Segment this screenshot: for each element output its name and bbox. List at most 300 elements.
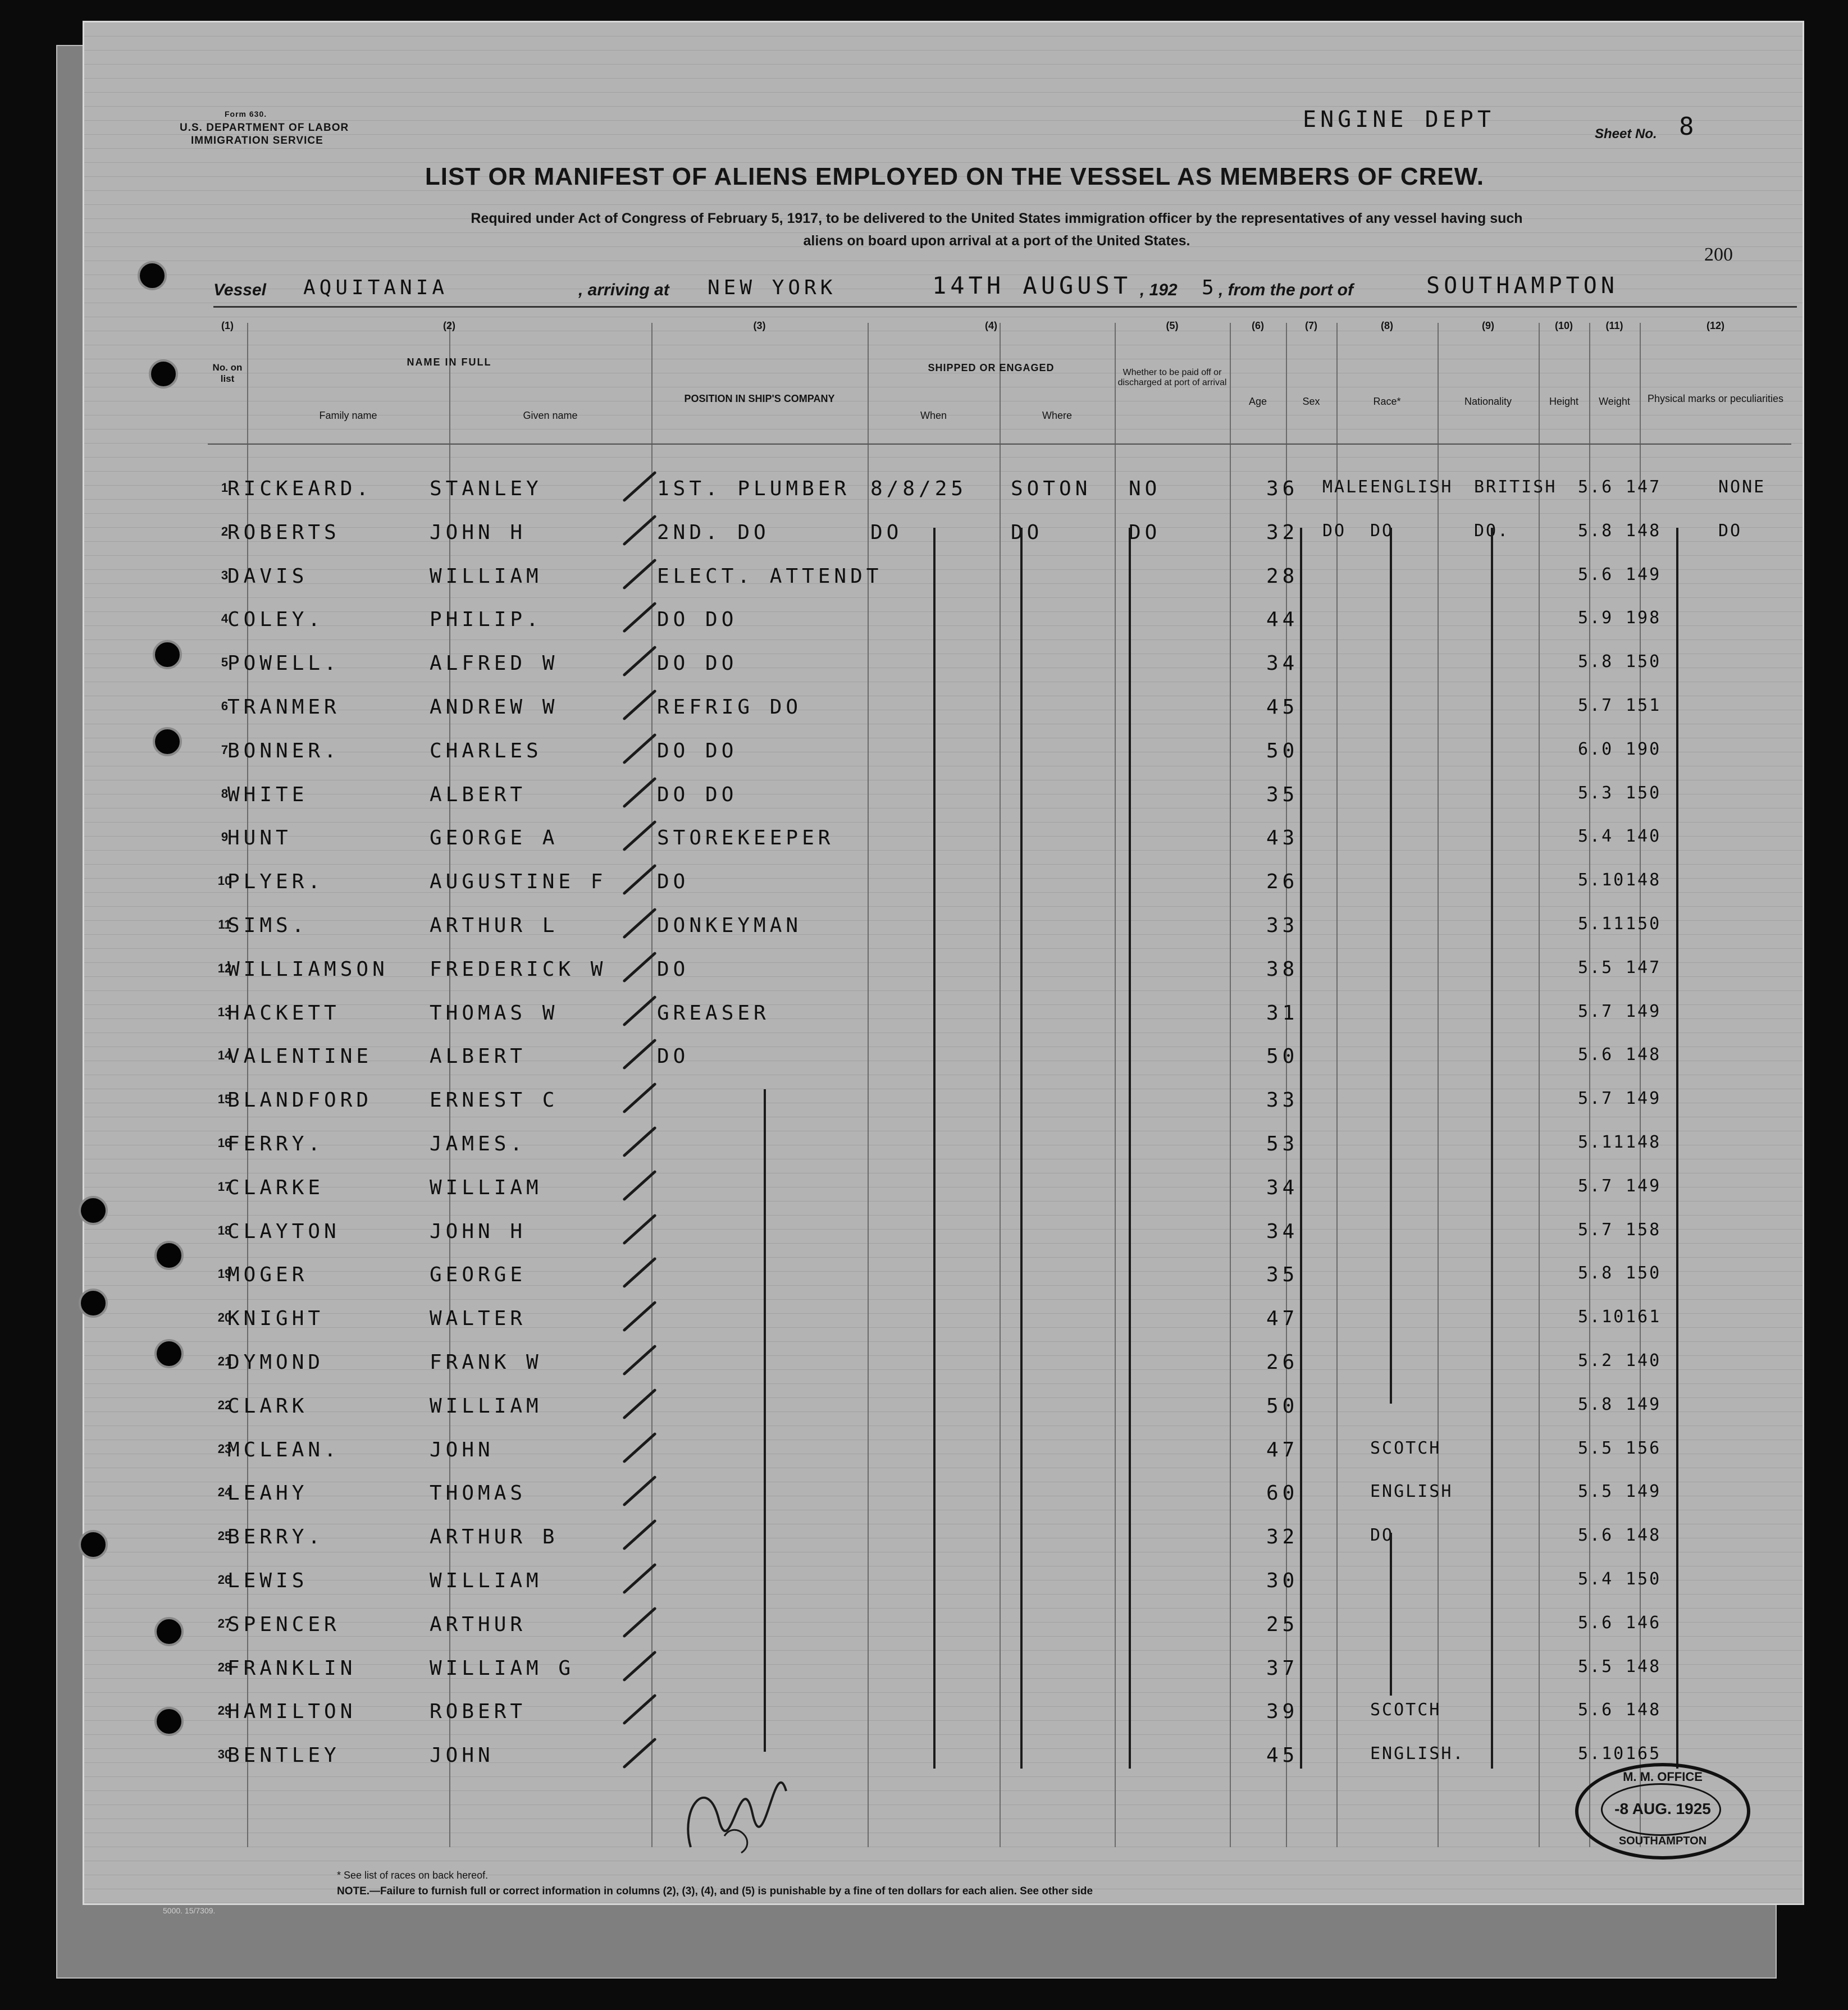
ditto-line	[764, 1089, 766, 1752]
cell-position: REFRIG DO	[657, 696, 802, 719]
cell-position: DO	[657, 957, 690, 981]
cell-weight: 148	[1626, 1525, 1662, 1546]
crew-row	[208, 1165, 1791, 1208]
cell-given: PHILIP.	[430, 608, 542, 632]
cell-family: BERRY.	[227, 1525, 325, 1549]
cell-position: DONKEYMAN	[657, 914, 802, 937]
cell-given: ALBERT	[430, 783, 527, 806]
races-footnote: * See list of races on back hereof.	[337, 1870, 489, 1881]
cell-weight: 148	[1626, 520, 1662, 541]
cell-height: 5.4	[1578, 1569, 1614, 1589]
cell-height: 5.5	[1578, 1438, 1614, 1458]
cell-height: 5.2	[1578, 1351, 1614, 1371]
check-mark	[622, 1170, 656, 1201]
col4-number: (4)	[985, 320, 997, 331]
office-stamp	[1575, 1763, 1750, 1860]
cell-family: LEAHY	[227, 1482, 308, 1505]
cell-weight: 149	[1626, 1482, 1662, 1502]
cell-family: MCLEAN.	[227, 1438, 340, 1461]
cell-height: 6.0	[1578, 739, 1614, 759]
cell-height: 5.8	[1578, 1263, 1614, 1283]
col9-header: Nationality	[1464, 396, 1512, 407]
crew-row	[208, 903, 1791, 945]
check-mark	[622, 995, 656, 1026]
check-mark	[622, 1301, 656, 1332]
check-mark	[622, 1475, 656, 1507]
check-mark	[622, 1650, 656, 1682]
cell-family: CLARK	[227, 1394, 308, 1418]
punch-hole	[154, 1707, 184, 1736]
col7-number: (7)	[1305, 320, 1317, 331]
cell-where: DO	[1011, 520, 1043, 544]
cell-no: 21	[217, 1354, 232, 1368]
cell-height: 5.8	[1578, 652, 1614, 672]
crew-row	[208, 466, 1791, 509]
from-port-label: , from the port of	[1219, 281, 1353, 299]
cell-height: 5.6	[1578, 1525, 1614, 1546]
cell-family: DAVIS	[227, 564, 308, 588]
col12-number: (12)	[1706, 320, 1724, 331]
cell-family: VALENTINE	[227, 1045, 373, 1068]
cell-family: WILLIAMSON	[227, 957, 389, 981]
vessel-underline	[213, 306, 1797, 308]
cell-height: 5.6	[1578, 1045, 1614, 1065]
cell-no: 11	[218, 917, 231, 931]
cell-given: WILLIAM	[430, 564, 542, 588]
cell-position: DO DO	[657, 783, 738, 806]
cell-no: 19	[217, 1267, 232, 1281]
arriving-port: NEW YORK	[708, 276, 837, 299]
handwritten-signature	[657, 1707, 803, 1858]
cell-age: 33	[1266, 914, 1299, 937]
col5-header: Whether to be paid off or discharged at port of arrival	[1117, 368, 1227, 387]
cell-family: COLEY.	[227, 608, 325, 632]
subtitle-line-2: aliens on board upon arrival at a port of the United States.	[803, 233, 1190, 249]
cell-age: 43	[1266, 826, 1299, 850]
crew-row	[208, 1077, 1791, 1120]
cell-position: GREASER	[657, 1001, 770, 1025]
cell-height: 5.10	[1578, 1744, 1626, 1764]
dept-note: ENGINE DEPT	[1303, 107, 1495, 133]
cell-age: 28	[1266, 564, 1299, 588]
check-mark	[622, 646, 656, 677]
cell-given: WILLIAM	[430, 1176, 542, 1199]
cell-paid-off: NO	[1129, 477, 1161, 500]
cell-weight: 150	[1626, 652, 1662, 672]
cell-race: ENGLISH	[1370, 477, 1453, 497]
cell-marks: DO	[1718, 520, 1742, 541]
check-mark	[622, 951, 656, 983]
cell-weight: 149	[1626, 1001, 1662, 1021]
cell-no: 12	[217, 961, 232, 975]
crew-row	[208, 1296, 1791, 1339]
crew-row	[208, 554, 1791, 596]
crew-row	[208, 1558, 1791, 1601]
cell-height: 5.6	[1578, 564, 1614, 584]
cell-no: 24	[217, 1485, 232, 1500]
check-mark	[622, 864, 656, 896]
crew-row	[208, 859, 1791, 902]
crew-row	[208, 815, 1791, 858]
cell-height: 5.10	[1578, 1307, 1626, 1327]
crew-row	[208, 1602, 1791, 1644]
cell-paid-off: DO	[1129, 520, 1161, 544]
cell-family: HAMILTON	[227, 1700, 357, 1724]
cell-given: WILLIAM G	[430, 1656, 575, 1680]
cell-position: ELECT. ATTENDT	[657, 564, 883, 588]
crew-row	[208, 728, 1791, 771]
cell-family: BENTLEY	[227, 1744, 340, 1767]
cell-age: 33	[1266, 1089, 1299, 1112]
vessel-name: AQUITANIA	[303, 276, 449, 299]
cell-given: CHARLES	[430, 739, 542, 762]
cell-weight: 150	[1626, 1569, 1662, 1589]
cell-no: 3	[221, 568, 229, 582]
cell-given: ARTHUR L	[430, 914, 559, 937]
col1-header: No. on list	[212, 362, 243, 384]
cell-age: 45	[1266, 696, 1299, 719]
crew-row	[208, 1733, 1791, 1775]
sheet-label: Sheet No.	[1595, 126, 1657, 141]
cell-no: 7	[221, 742, 229, 757]
check-mark	[622, 602, 656, 633]
cell-no: 13	[217, 1004, 232, 1019]
cell-family: CLARKE	[227, 1176, 325, 1199]
page-number: 200	[1704, 244, 1733, 265]
cell-given: THOMAS W	[430, 1001, 559, 1025]
cell-height: 5.9	[1578, 608, 1614, 628]
cell-family: ROBERTS	[227, 520, 340, 544]
cell-race: SCOTCH	[1370, 1438, 1441, 1458]
col8-header: Race*	[1373, 396, 1401, 407]
cell-age: 32	[1266, 1525, 1299, 1549]
cell-family: SPENCER	[227, 1612, 340, 1636]
cell-height: 5.6	[1578, 1612, 1614, 1633]
col3-number: (3)	[753, 320, 766, 331]
stamp-top-text: M. M. OFFICE	[1623, 1770, 1703, 1784]
crew-row	[208, 1034, 1791, 1076]
cell-when: 8/8/25	[870, 477, 968, 500]
cell-race: ENGLISH	[1370, 1482, 1453, 1502]
cell-family: LEWIS	[227, 1569, 308, 1592]
cell-height: 5.7	[1578, 1219, 1614, 1240]
year-label: , 192	[1140, 281, 1178, 299]
cell-weight: 156	[1626, 1438, 1662, 1458]
cell-position: DO	[657, 1045, 690, 1068]
cell-no: 18	[217, 1223, 232, 1237]
cell-age: 34	[1266, 1219, 1299, 1243]
cell-sex: DO	[1322, 520, 1347, 541]
punch-hole	[154, 1241, 184, 1270]
cell-given: STANLEY	[430, 477, 542, 500]
cell-age: 31	[1266, 1001, 1299, 1025]
cell-given: GEORGE	[430, 1263, 527, 1287]
cell-height: 5.7	[1578, 696, 1614, 715]
col6-header: Age	[1248, 396, 1267, 407]
col10-header: Height	[1549, 396, 1579, 407]
ditto-line	[933, 528, 936, 1769]
check-mark	[622, 820, 656, 852]
cell-weight: 140	[1626, 826, 1662, 847]
year-digit: 5	[1202, 276, 1218, 299]
cell-given: FRANK W	[430, 1351, 542, 1374]
col2-family-header: Family name	[319, 410, 377, 421]
cell-height: 5.7	[1578, 1089, 1614, 1109]
check-mark	[622, 1388, 656, 1419]
cell-no: 22	[217, 1397, 232, 1412]
cell-weight: 165	[1626, 1744, 1662, 1764]
col2-number: (2)	[443, 320, 455, 331]
check-mark	[622, 733, 656, 764]
cell-given: JOHN H	[430, 1219, 527, 1243]
cell-race: SCOTCH	[1370, 1700, 1441, 1720]
from-port: SOUTHAMPTON	[1426, 273, 1618, 299]
punch-hole	[138, 261, 167, 290]
cell-weight: 147	[1626, 477, 1662, 497]
cell-weight: 150	[1626, 1263, 1662, 1283]
cell-height: 5.3	[1578, 783, 1614, 803]
cell-no: 16	[217, 1136, 232, 1150]
stamp-date: -8 AUG. 1925	[1614, 1800, 1711, 1817]
cell-given: JOHN	[430, 1438, 494, 1461]
crew-row	[208, 1646, 1791, 1688]
cell-given: WILLIAM	[430, 1569, 542, 1592]
col12-header: Physical marks or peculiarities	[1647, 393, 1784, 404]
cell-given: ARTHUR B	[430, 1525, 559, 1549]
cell-height: 5.4	[1578, 826, 1614, 847]
ditto-line	[1491, 528, 1493, 1769]
check-mark	[622, 1432, 656, 1463]
crew-row	[208, 990, 1791, 1033]
cell-height: 5.10	[1578, 870, 1626, 890]
check-mark	[622, 689, 656, 721]
col4-where-header: Where	[1042, 410, 1072, 421]
cell-no: 14	[217, 1048, 232, 1063]
cell-weight: 148	[1626, 870, 1662, 890]
subtitle-line-1: Required under Act of Congress of February 5, 1917, to be delivered to the United States immigration officer by the representatives of any vessel having such	[471, 211, 1523, 226]
cell-weight: 148	[1626, 1656, 1662, 1676]
crew-row	[208, 1340, 1791, 1382]
header-bottom-rule	[208, 444, 1791, 445]
cell-family: DYMOND	[227, 1351, 325, 1374]
manifest-sheet	[84, 22, 1803, 1903]
cell-family: WHITE	[227, 783, 308, 806]
col5-number: (5)	[1166, 320, 1179, 331]
cell-marks: NONE	[1718, 477, 1766, 497]
cell-given: AUGUSTINE F	[430, 870, 607, 894]
cell-no: 30	[217, 1747, 232, 1762]
ditto-line	[1676, 528, 1678, 1769]
cell-no: 8	[221, 786, 229, 801]
cell-height: 5.7	[1578, 1001, 1614, 1021]
crew-row	[208, 1383, 1791, 1426]
col4-when-header: When	[920, 410, 947, 421]
cell-weight: 147	[1626, 957, 1662, 977]
cell-weight: 190	[1626, 739, 1662, 759]
cell-age: 60	[1266, 1482, 1299, 1505]
punch-hole	[79, 1196, 108, 1225]
cell-weight: 149	[1626, 564, 1662, 584]
check-mark	[622, 1519, 656, 1551]
col7-header: Sex	[1302, 396, 1320, 407]
cell-height: 5.6	[1578, 1700, 1614, 1720]
cell-weight: 150	[1626, 914, 1662, 934]
check-mark	[622, 1694, 656, 1725]
cell-given: ANDREW W	[430, 696, 559, 719]
cell-family: RICKEARD.	[227, 477, 373, 500]
cell-no: 29	[217, 1703, 232, 1718]
punch-hole	[154, 1617, 184, 1646]
stamp-bottom-text: SOUTHAMPTON	[1618, 1835, 1707, 1847]
cell-no: 9	[221, 830, 229, 844]
cell-no: 2	[221, 524, 229, 538]
cell-age: 50	[1266, 739, 1299, 762]
check-mark	[622, 558, 656, 590]
cell-position: STOREKEEPER	[657, 826, 834, 850]
punch-hole	[149, 359, 178, 389]
cell-where: SOTON	[1011, 477, 1092, 500]
col11-number: (11)	[1605, 320, 1623, 331]
punch-hole	[79, 1289, 108, 1318]
cell-position: DO DO	[657, 652, 738, 675]
print-code: 5000. 15/7309.	[163, 1906, 216, 1915]
penalty-note: NOTE.—Failure to furnish full or correct information in columns (2), (3), (4), and (5) is punishable by a fine of ten dollars for each alien. See other side	[337, 1885, 1093, 1897]
cell-when: DO	[870, 520, 903, 544]
cell-height: 5.11	[1578, 1132, 1626, 1152]
check-mark	[622, 908, 656, 939]
crew-row	[208, 1427, 1791, 1470]
cell-age: 35	[1266, 1263, 1299, 1287]
sheet-number: 8	[1679, 112, 1698, 141]
ditto-line	[1390, 528, 1392, 1404]
check-mark	[622, 1126, 656, 1158]
cell-age: 32	[1266, 520, 1299, 544]
col10-number: (10)	[1554, 320, 1573, 331]
check-mark	[622, 471, 656, 502]
cell-given: FREDERICK W	[430, 957, 607, 981]
cell-position: DO	[657, 870, 690, 894]
col3-header: POSITION IN SHIP'S COMPANY	[684, 393, 835, 404]
cell-age: 37	[1266, 1656, 1299, 1680]
crew-row	[208, 684, 1791, 727]
cell-age: 34	[1266, 652, 1299, 675]
cell-family: TRANMER	[227, 696, 340, 719]
cell-height: 5.8	[1578, 520, 1614, 541]
check-mark	[622, 1082, 656, 1114]
crew-row	[208, 947, 1791, 989]
cell-family: PLYER.	[227, 870, 325, 894]
cell-age: 47	[1266, 1307, 1299, 1331]
cell-no: 6	[221, 699, 229, 713]
cell-position: DO DO	[657, 739, 738, 762]
punch-hole	[79, 1530, 108, 1559]
cell-age: 26	[1266, 870, 1299, 894]
cell-no: 1	[221, 481, 229, 495]
check-mark	[622, 1039, 656, 1070]
col6-number: (6)	[1252, 320, 1264, 331]
cell-family: HUNT	[227, 826, 292, 850]
cell-family: KNIGHT	[227, 1307, 325, 1331]
cell-position: DO DO	[657, 608, 738, 632]
cell-no: 15	[217, 1092, 232, 1107]
cell-race: DO	[1370, 1525, 1394, 1546]
service: IMMIGRATION SERVICE	[191, 135, 323, 147]
crew-row	[208, 1514, 1791, 1557]
cell-no: 27	[217, 1616, 232, 1630]
cell-weight: 140	[1626, 1351, 1662, 1371]
cell-race: ENGLISH.	[1370, 1744, 1465, 1764]
cell-age: 35	[1266, 783, 1299, 806]
cell-age: 36	[1266, 477, 1299, 500]
check-mark	[622, 1345, 656, 1376]
cell-given: THOMAS	[430, 1482, 527, 1505]
cell-given: GEORGE A	[430, 826, 559, 850]
cell-given: JOHN H	[430, 520, 527, 544]
check-mark	[622, 1213, 656, 1245]
crew-row	[208, 772, 1791, 815]
cell-race: DO	[1370, 520, 1394, 541]
crew-row	[208, 1689, 1791, 1732]
cell-weight: 148	[1626, 1700, 1662, 1720]
cell-age: 50	[1266, 1394, 1299, 1418]
cell-family: FERRY.	[227, 1132, 325, 1155]
cell-age: 50	[1266, 1045, 1299, 1068]
cell-age: 47	[1266, 1438, 1299, 1461]
cell-weight: 161	[1626, 1307, 1662, 1327]
punch-hole	[153, 727, 182, 756]
check-mark	[622, 1738, 656, 1769]
cell-height: 5.7	[1578, 1176, 1614, 1196]
cell-age: 53	[1266, 1132, 1299, 1155]
cell-age: 45	[1266, 1744, 1299, 1767]
arriving-label: , arriving at	[578, 281, 669, 299]
col8-number: (8)	[1381, 320, 1393, 331]
check-mark	[622, 776, 656, 808]
cell-no: 5	[221, 655, 229, 670]
cell-given: ERNEST C	[430, 1089, 559, 1112]
col1-number: (1)	[221, 320, 234, 331]
col9-number: (9)	[1482, 320, 1494, 331]
ditto-line	[1390, 1533, 1392, 1696]
cell-height: 5.8	[1578, 1394, 1614, 1414]
cell-nationality: DO.	[1474, 520, 1510, 541]
cell-no: 10	[217, 874, 232, 888]
cell-weight: 150	[1626, 783, 1662, 803]
cell-height: 5.5	[1578, 957, 1614, 977]
cell-age: 44	[1266, 608, 1299, 632]
cell-weight: 146	[1626, 1612, 1662, 1633]
cell-family: SIMS.	[227, 914, 308, 937]
cell-given: JAMES.	[430, 1132, 527, 1155]
check-mark	[622, 1563, 656, 1595]
cell-height: 5.6	[1578, 477, 1614, 497]
form-number: Form 630.	[225, 109, 267, 118]
cell-age: 25	[1266, 1612, 1299, 1636]
col4-header: SHIPPED OR ENGAGED	[928, 362, 1055, 373]
ditto-line	[1129, 528, 1131, 1769]
cell-age: 39	[1266, 1700, 1299, 1724]
punch-hole	[153, 640, 182, 669]
crew-row	[208, 510, 1791, 552]
ditto-line	[1300, 528, 1302, 1769]
crew-row	[208, 1470, 1791, 1513]
cell-no: 23	[217, 1441, 232, 1456]
cell-nationality: BRITISH	[1474, 477, 1557, 497]
cell-weight: 158	[1626, 1219, 1662, 1240]
cell-family: POWELL.	[227, 652, 340, 675]
col2-header: NAME IN FULL	[407, 357, 492, 368]
cell-no: 25	[217, 1529, 232, 1543]
